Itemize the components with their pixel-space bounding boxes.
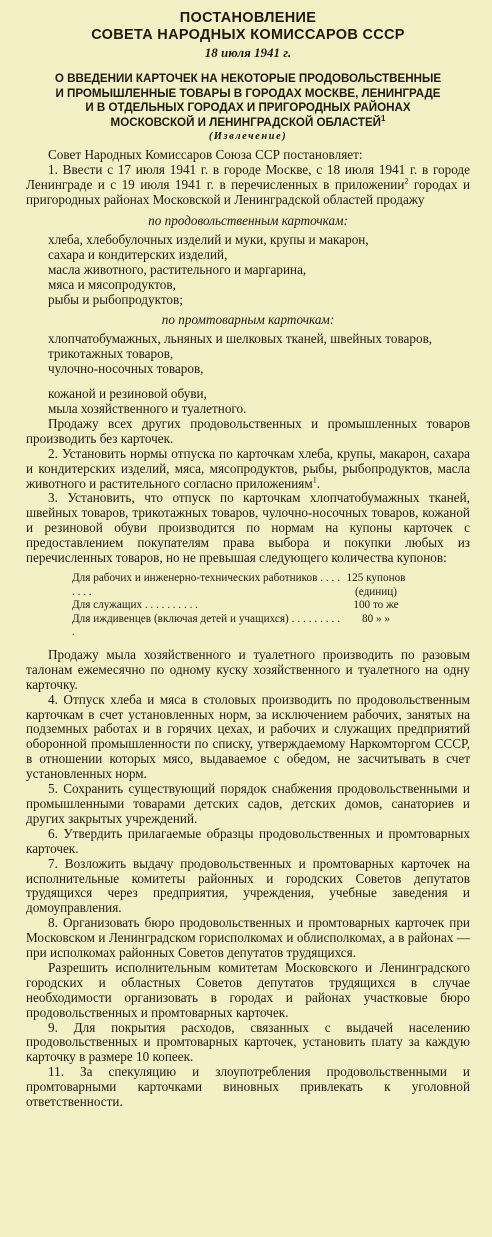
paragraph-1: 1. Ввести с 17 июля 1941 г. в городе Москве, с 18 июля 1941 г. в городе Ленинграде и с 19 июля 1941 г. в перечисленных в приложении$^2$ городах и пригородных районах Московской и Ленинградской областей продажу bbox=[26, 162, 470, 208]
food-items-list bbox=[48, 233, 470, 308]
subject-line: И В ОТДЕЛЬНЫХ ГОРОДАХ И ПРИГОРОДНЫХ РАЙОНАХ bbox=[85, 101, 411, 115]
paragraph-6: 6. Утвердить прилагаемые образцы продовольственных и промтоварных карточек. bbox=[26, 825, 470, 856]
list-item: хлеба, хлебобулочных изделий и муки, крупы и макарон, bbox=[48, 231, 369, 247]
list-item: чулочно-носочных товаров, bbox=[48, 361, 204, 377]
list-item: мяса и мясопродуктов, bbox=[48, 276, 176, 292]
coupon-table bbox=[72, 572, 412, 640]
footnote-marker: 1 bbox=[312, 475, 317, 485]
list-item: сахара и кондитерских изделий, bbox=[48, 246, 228, 262]
footnote-marker: 2 bbox=[404, 176, 409, 186]
title-line-2: СОВЕТА НАРОДНЫХ КОМИССАРОВ СССР bbox=[91, 27, 405, 43]
subject-line: И ПРОМЫШЛЕННЫЕ ТОВАРЫ В ГОРОДАХ МОСКВЕ, ЛЕНИНГРАДЕ bbox=[55, 86, 441, 100]
paragraph-soap: Продажу мыла хозяйственного и туалетного производить по разовым талонам ежемесячно по одному куску хозяйственного и туалетного на одну карточку. bbox=[26, 646, 470, 692]
paragraph-3: 3. Установить, что отпуск по карточкам хлопчатобумажных тканей, швейных товаров, трикотажных товаров, чулочно-носочных товаров, кожаной и резиновой обуви производится по нормам на купоны карточек с предоставлением покупателям права выбора и покупки любых из перечисленных товаров, но не превышая следующего количества купонов: bbox=[26, 490, 470, 566]
document-subject bbox=[26, 72, 470, 130]
paragraph-7: 7. Возложить выдачу продовольственных и промтоварных карточек на исполнительные комитеты районных и городских Советов депутатов трудящихся через предприятия, учреждения, учебные заведения и домоуправления. bbox=[26, 855, 470, 916]
paragraph-2: 2. Установить нормы отпуска по карточкам хлеба, крупы, макарон, сахара и кондитерских изделий, мяса, мясопродуктов, рыбы, рыбопродуктов, масла животного и растительного согласно приложениям$^1$. bbox=[26, 445, 470, 491]
industrial-cards-heading: по промтоварным карточкам: bbox=[161, 312, 335, 328]
subject-line: О ВВЕДЕНИИ КАРТОЧЕК НА НЕКОТОРЫЕ ПРОДОВОЛЬСТВЕННЫЕ bbox=[54, 72, 442, 85]
document-date: 18 июля 1941 г. bbox=[204, 45, 292, 60]
title-line-1: ПОСТАНОВЛЕНИЕ bbox=[179, 10, 317, 26]
document-body bbox=[26, 148, 470, 1110]
subject-line: МОСКОВСКОЙ И ЛЕНИНГРАДСКОЙ ОБЛАСТЕЙ$^1$ bbox=[110, 113, 386, 129]
list-item: хлопчатобумажных, льняных и шелковых тканей, швейных товаров, bbox=[48, 331, 433, 347]
list-item: кожаной и резиновой обуви, bbox=[48, 386, 207, 402]
paragraph-other-goods: Продажу всех других продовольственных и промышленных товаров производить без карточек. bbox=[26, 415, 470, 446]
list-item: трикотажных товаров, bbox=[48, 346, 174, 362]
paragraph-9: 9. Для покрытия расходов, связанных с выдачей населению продовольственных и промтоварных карточек, установить плату за каждую карточку в размере 10 копеек. bbox=[26, 1019, 470, 1065]
paragraph-11: 11. За спекуляцию и злоупотребления продовольственными и промтоварными карточками виновных привлекать к уголовной ответственности. bbox=[26, 1064, 470, 1110]
extract-note: (Извлечение) bbox=[208, 131, 288, 143]
table-row: Для иждивенцев (включая детей и учащихся) . . . . . . . . . . 80 » » bbox=[72, 612, 390, 639]
list-item: рыбы и рыбопродуктов; bbox=[48, 291, 183, 307]
table-row: Для рабочих и инженерно-технических работников . . . . . . . . 125 купонов (единиц) bbox=[72, 571, 406, 598]
list-item: масла животного, растительного и маргарина, bbox=[48, 261, 307, 277]
table-row: Для служащих . . . . . . . . . . 100 то же bbox=[72, 599, 399, 612]
industrial-items-list bbox=[48, 347, 470, 417]
paragraph-4: 4. Отпуск хлеба и мяса в столовых производить по продовольственным карточкам в счет установленных норм, за исключением рабочих, занятых на подземных работах и в горячих цехах, и рабочих и служащих предприятий оборонной промышленности по списку, утверждаемому Наркомторгом СССР, в отношении которых мясо, выдаваемое с обедом, не засчитывать в счет установленных норм. bbox=[26, 691, 470, 782]
paragraph-8: 8. Организовать бюро продовольственных и промтоварных карточек при Московском и Ленинградском горисполкомах и облисполкомах, а в районах — при исполкомах районных Советов депутатов трудящихся. bbox=[26, 915, 470, 961]
list-item: мыла хозяйственного и туалетного. bbox=[48, 400, 247, 416]
paragraph-5: 5. Сохранить существующий порядок снабжения продовольственными и промышленными товарами детских садов, детских домов, санаториев и других закрытых учреждений. bbox=[26, 781, 470, 826]
footnote-marker: 1 bbox=[381, 113, 386, 123]
intro-paragraph: Совет Народных Комиссаров Союза ССР постановляет: bbox=[48, 147, 363, 163]
food-cards-heading: по продовольственным карточкам: bbox=[148, 213, 348, 228]
paragraph-8b: Разрешить исполнительным комитетам Московского и Ленинградского городских и областных Советов депутатов трудящихся в случае необходимости организовать в городах и районах участковые бюро продовольственных и промтоварных карточек. bbox=[26, 959, 470, 1020]
document-header bbox=[26, 10, 470, 44]
